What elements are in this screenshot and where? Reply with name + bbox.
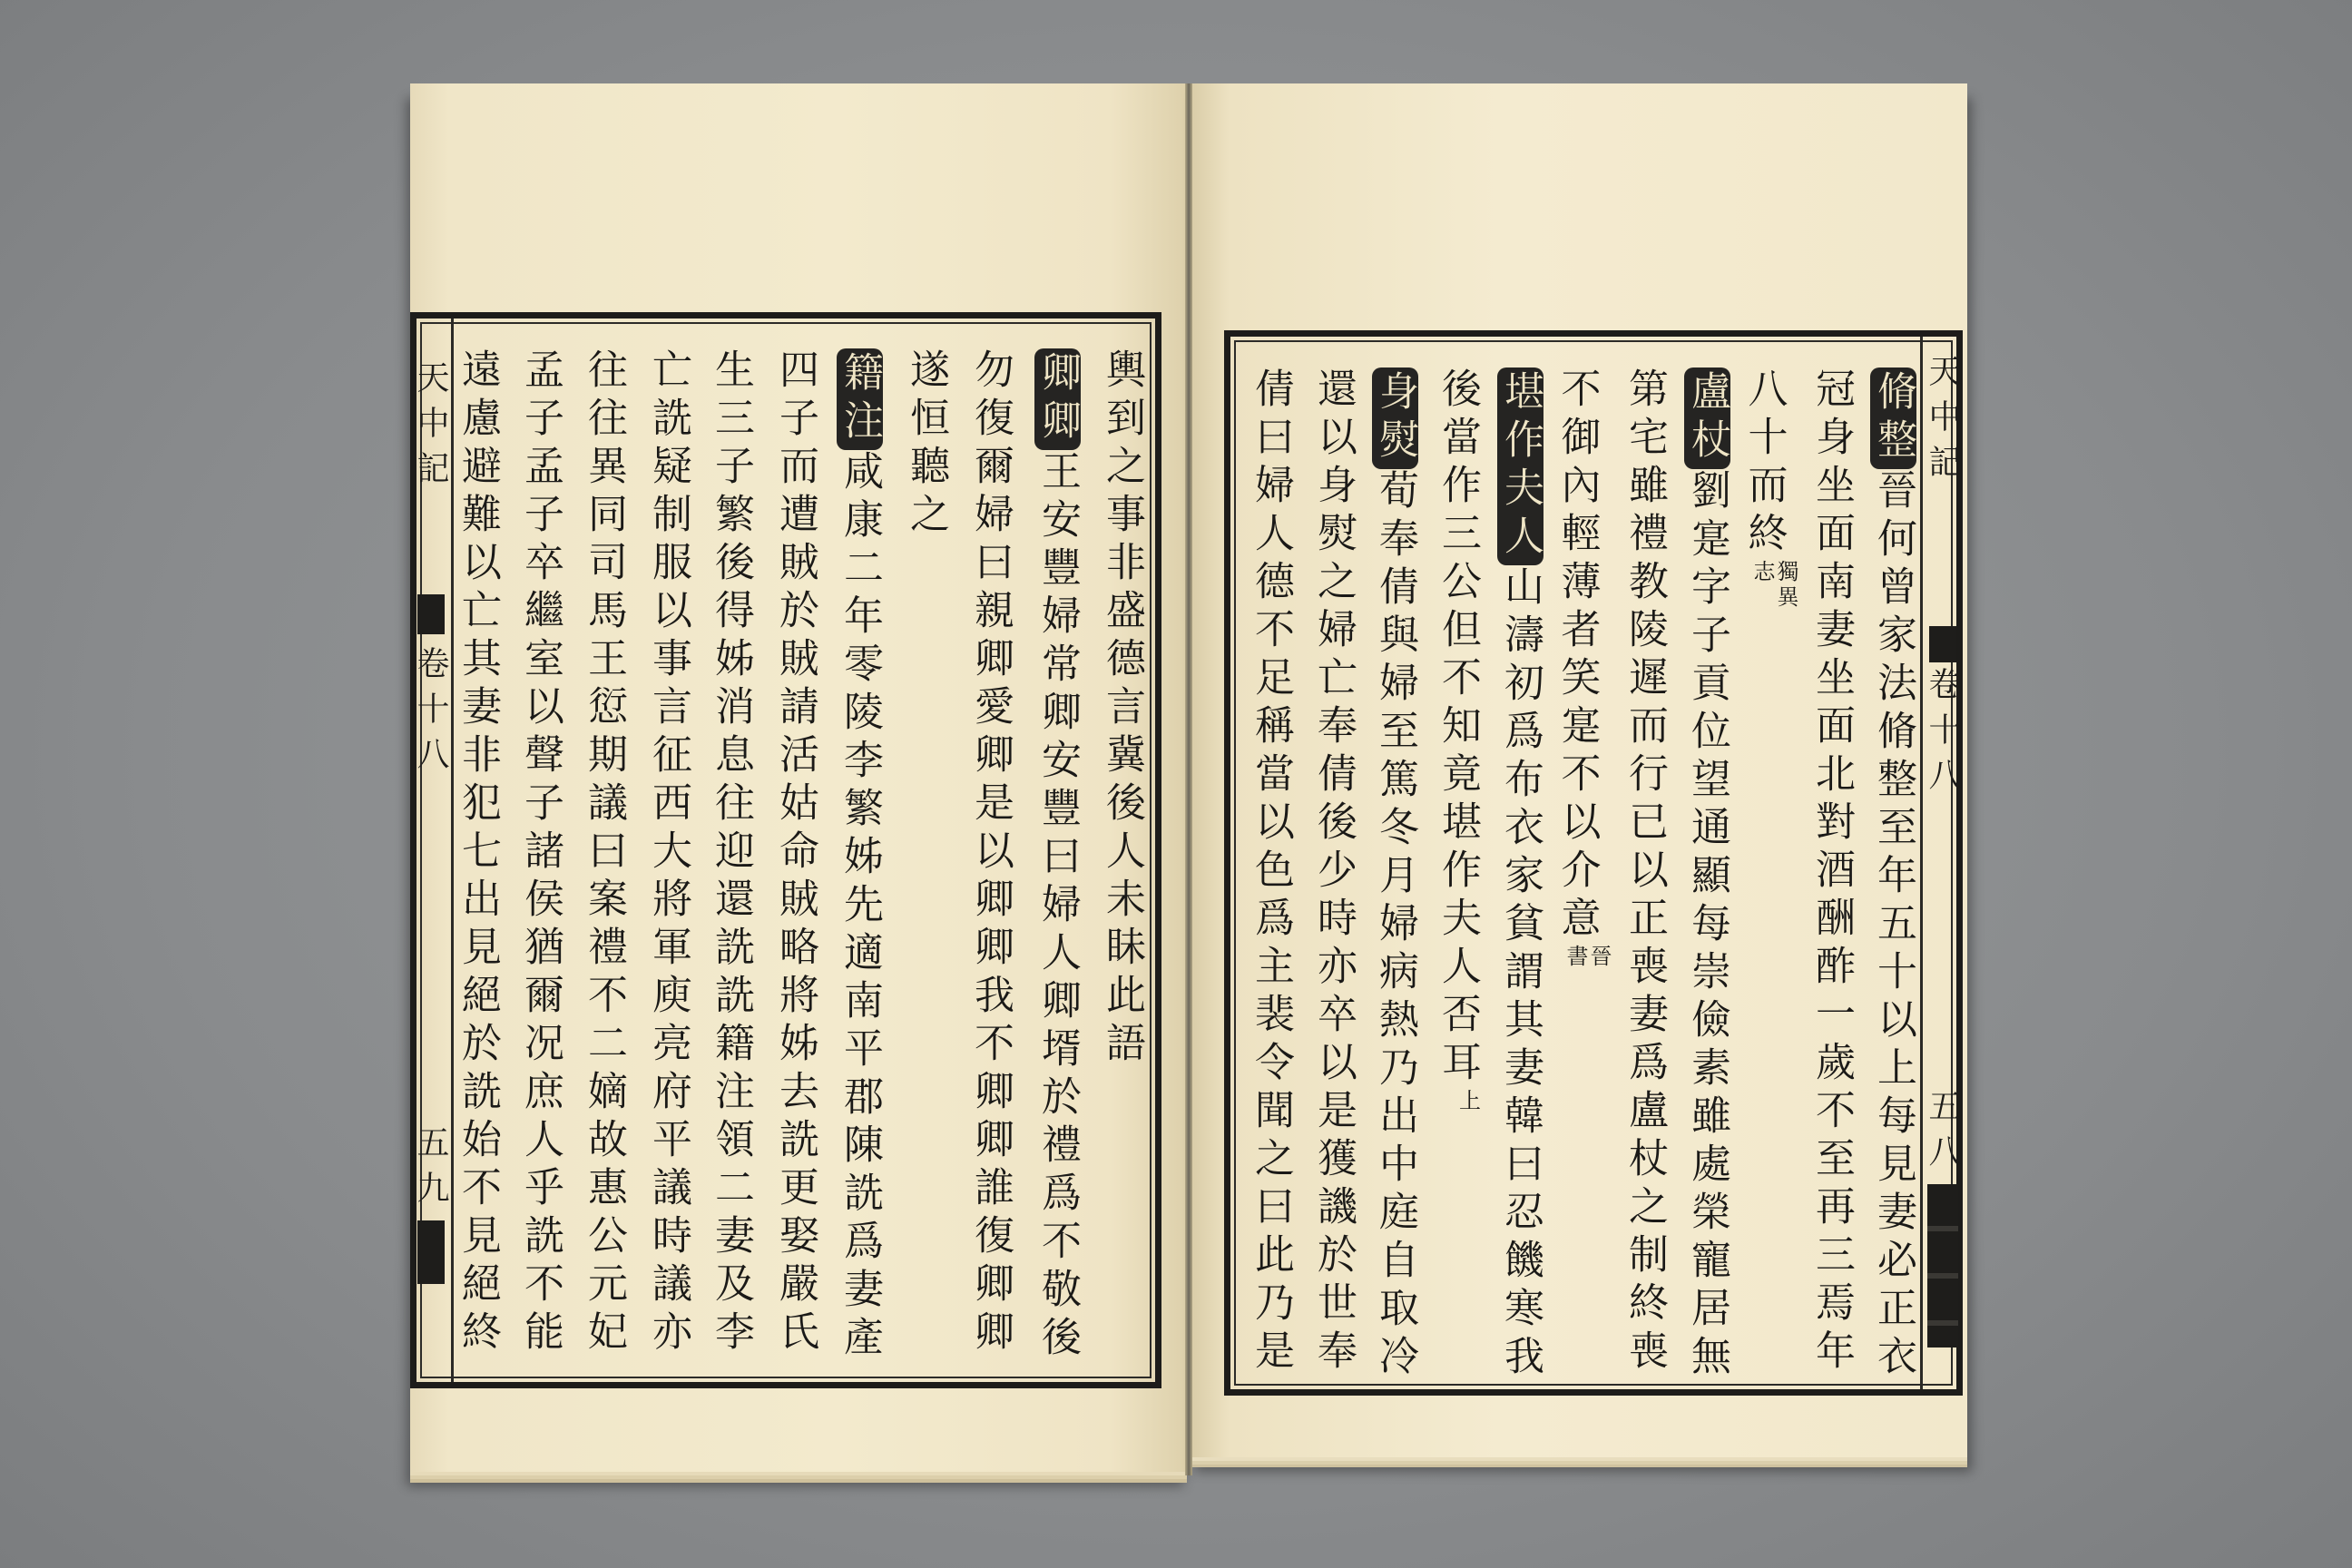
entry-heading: 盧杖: [1684, 368, 1730, 469]
entry-heading: 身熨: [1372, 368, 1418, 469]
annotation-left-line: 書: [1563, 945, 1588, 970]
text-column: [961, 348, 1019, 1374]
column-text: 王安豐婦常卿安豐曰婦人卿壻於禮爲不敬後: [1034, 450, 1081, 1364]
column-text: 輿到之事非盛德言冀後人未眛此語: [1099, 348, 1145, 1070]
text-column: [511, 348, 569, 1374]
column-text: 後當作三公但不知竟堪作夫人否耳: [1435, 368, 1481, 1089]
column-text: 四子而遭賊於賊請活姑命賊略將姊去詵更娶嚴氏: [772, 348, 818, 1358]
column-text: 勿復爾婦曰親卿愛卿是以卿卿我不卿卿誰復卿卿: [967, 348, 1014, 1358]
text-column: [1241, 368, 1299, 1393]
column-text: 山濤初爲布衣家貧謂其妻韓曰忍饑寒我: [1497, 565, 1544, 1383]
fore-edge-volume: 卷十八: [412, 646, 449, 782]
text-column: [1304, 368, 1362, 1393]
fore-edge-volume: 卷十八: [1924, 667, 1961, 803]
fish-tail-mark: [417, 594, 445, 634]
fish-tail-mark: [1929, 626, 1956, 662]
small-annotation: [1750, 560, 1798, 611]
annotation-right-line: 晉: [1586, 945, 1612, 970]
column-text: 冠身坐面南妻坐面北對酒酬酢一歲不至再三焉年: [1808, 368, 1855, 1377]
small-annotation: [1563, 945, 1611, 970]
column-text: 劉寔字子貢位望通顯每崇儉素雖處榮寵居無: [1684, 469, 1730, 1383]
text-column: [830, 348, 888, 1374]
entry-heading: 籍注: [837, 348, 883, 450]
fish-tail-ornament: [1927, 1184, 1958, 1348]
column-text: 荀奉倩與婦至篤冬月婦病熱乃出中庭自取冷: [1372, 469, 1418, 1383]
fore-edge-title: 天中記: [1924, 354, 1961, 490]
column-text: 孟子孟子卒繼室以聲子諸侯猶爾况庶人乎詵不能: [517, 348, 564, 1358]
entry-heading: 脩整: [1870, 368, 1916, 469]
column-text: 不御內輕薄者笑寔不以介意: [1553, 368, 1601, 945]
text-column: [701, 348, 760, 1374]
text-column: [1864, 368, 1922, 1393]
text-column: [448, 348, 506, 1374]
column-text: 遂恒聽之: [903, 348, 949, 541]
column-text: 往往異同司馬王愆期議曰案禮不二嫡故惠公元妃: [581, 348, 627, 1358]
fore-edge-leaf-number: 五九: [412, 1125, 449, 1216]
book-gutter: [1185, 83, 1192, 1475]
text-column: [1366, 368, 1424, 1393]
text-column: [639, 348, 697, 1374]
column-text: 倩曰婦人德不足稱當以色爲主裴令聞之曰此乃是: [1248, 368, 1294, 1377]
column-text: 晉何曾家法脩整至年五十以上每見妻必正衣: [1870, 469, 1916, 1383]
small-annotation: [1456, 1089, 1480, 1114]
column-text: 咸康二年零陵李繁姊先適南平郡陳詵爲妻產: [837, 450, 883, 1364]
text-column: [1615, 368, 1673, 1393]
text-column: [1028, 348, 1086, 1374]
entry-heading: 堪作夫人: [1497, 368, 1544, 565]
text-column: [897, 348, 955, 1374]
fish-tail-mark: [417, 1220, 445, 1284]
fore-edge-leaf-number: 五八: [1924, 1089, 1961, 1180]
text-column: [1093, 348, 1151, 1374]
entry-heading: 卿卿: [1034, 348, 1081, 450]
fore-edge-title: 天中記: [412, 360, 449, 496]
text-column: [1678, 368, 1736, 1393]
column-text: 還以身熨之婦亡奉倩後少時亦卒以是獲譏於世奉: [1310, 368, 1357, 1377]
text-column: [1740, 368, 1798, 1393]
text-column: [1491, 368, 1549, 1393]
text-column: [1802, 368, 1860, 1393]
text-column: [574, 348, 632, 1374]
column-text: 遠慮避難以亡其妻非犯七出見絕於詵始不見絕終: [455, 348, 501, 1358]
annotation-right-line: 獨異: [1773, 560, 1798, 611]
text-column: [1553, 368, 1611, 1393]
text-column: [766, 348, 824, 1374]
annotation-right-line: 上: [1455, 1089, 1481, 1114]
text-column: [1428, 368, 1486, 1393]
column-text: 亡詵疑制服以事言征西大將軍庾亮府平議時議亦: [645, 348, 691, 1358]
annotation-left-line: 志: [1749, 560, 1775, 585]
column-text: 第宅雖禮教陵遲而行已以正喪妻爲盧杖之制終喪: [1622, 368, 1668, 1377]
column-text: 八十而終: [1740, 368, 1788, 560]
column-text: 生三子繁後得姊消息往迎還詵詵籍注領二妻及李: [708, 348, 754, 1358]
